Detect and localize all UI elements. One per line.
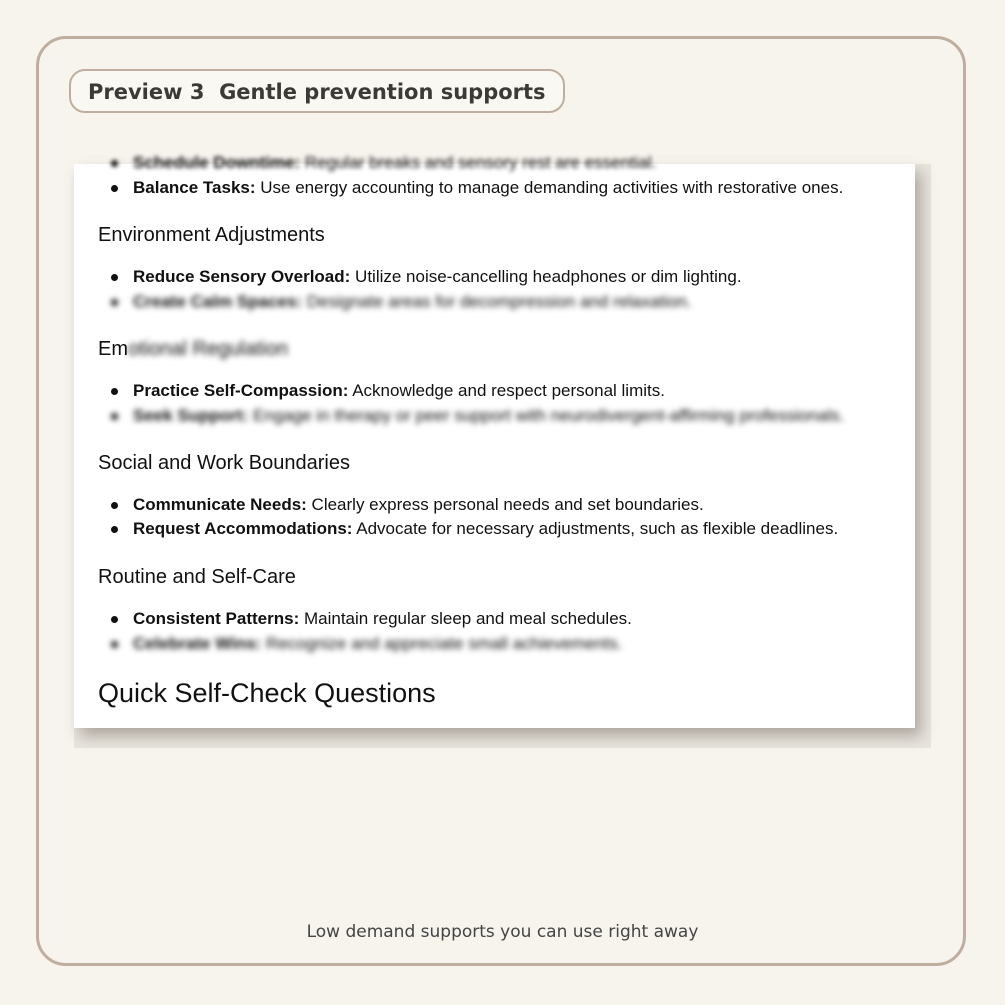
- item-text: Engage in therapy or peer support with neurodivergent-affirming professionals.: [248, 406, 845, 425]
- item-term: Reduce Sensory Overload:: [133, 267, 351, 286]
- item-text: Maintain regular sleep and meal schedules.: [299, 609, 632, 628]
- section-heading-social-work: Social and Work Boundaries: [98, 452, 350, 474]
- item-text: Clearly express personal needs and set boundaries.: [306, 495, 704, 514]
- item-text: Utilize noise-cancelling headphones or dim lighting.: [350, 267, 742, 286]
- list-item: [133, 381, 665, 401]
- item-term: Request Accommodations:: [133, 519, 353, 538]
- item-term: Consistent Patterns:: [133, 609, 300, 628]
- list-item: [133, 519, 838, 539]
- section-heading-environment: Environment Adjustments: [98, 224, 325, 246]
- heading-blurred-part: otional Regulation: [128, 338, 289, 360]
- item-term: Create Calm Spaces:: [133, 292, 303, 311]
- item-text: Acknowledge and respect personal limits.: [348, 381, 665, 400]
- item-term: Balance Tasks:: [133, 178, 256, 197]
- list-item: [133, 495, 704, 515]
- list-item: [133, 178, 843, 198]
- list-item: [133, 292, 691, 312]
- list-item: [133, 634, 622, 654]
- section-heading-routine: Routine and Self-Care: [98, 566, 296, 588]
- item-text: Advocate for necessary adjustments, such as flexible deadlines.: [352, 519, 839, 538]
- item-text: Use energy accounting to manage demanding activities with restorative ones.: [255, 178, 844, 197]
- list-item: [133, 267, 742, 287]
- section-heading-quick-check: Quick Self-Check Questions: [98, 678, 436, 708]
- item-term: Communicate Needs:: [133, 495, 307, 514]
- page-title: Preview 3 Gentle prevention supports: [69, 69, 565, 113]
- item-text: Designate areas for decompression and relaxation.: [302, 292, 692, 311]
- list-item: [133, 609, 632, 629]
- item-text: Regular breaks and sensory rest are essential.: [300, 153, 657, 172]
- heading-visible-part: Em: [98, 338, 128, 360]
- item-text: Recognize and appreciate small achievements.: [261, 634, 623, 653]
- item-term: Seek Support:: [133, 406, 249, 425]
- preview-caption: Low demand supports you can use right away: [306, 922, 699, 942]
- list-item: [133, 406, 844, 426]
- item-term: Practice Self-Compassion:: [133, 381, 349, 400]
- document-preview[interactable]: [74, 153, 915, 728]
- section-heading-emotional: [98, 337, 288, 361]
- list-item: [133, 153, 656, 173]
- item-term: Schedule Downtime:: [133, 153, 301, 172]
- item-term: Celebrate Wins:: [133, 634, 262, 653]
